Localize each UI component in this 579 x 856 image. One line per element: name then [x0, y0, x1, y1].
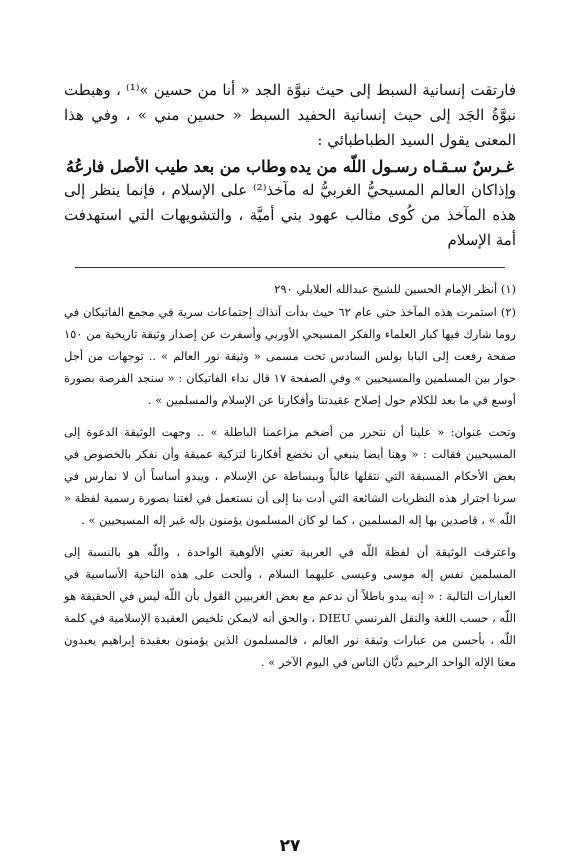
poem-verse: [64, 157, 516, 176]
main-text: [64, 78, 516, 253]
footnotes: [64, 278, 516, 673]
poem-hemistich-left: وطاب من بعد طيب الأصل فارعُهُ: [66, 157, 287, 176]
body-paragraph-1: فارتقت إنسانية السبط إلى حيث نبوَّة الجد « أنا من حسين »⁽¹⁾ ، وهبطت نبوَّةُ الجَد إلى حيث إنسانية الحفيد السبط « حسين مني » ، وفي هذا المعنى يقول السيد الطباطبائي :: [64, 81, 516, 149]
footnote-2-text-before-latin: واعترفت الوثيقة أن لفظة اللّه في العربية تعني الألوهية الواحدة ، واللّه هو بالنسبة إلى المسلمين نفس إله موسى وعيسى عليهما السلام ، وألحت على هذه الناحية الأساسية في العبارات التالية : « إنه يبدو باطلاً أن ندعم مع بعض الغربيين القول بأن اللّه ليس في الحقيقة هو اللّه ، حسب اللغة والنقل الفرنسي: [64, 545, 517, 625]
book-page: [64, 78, 517, 856]
footnote-2-paragraph-3: [64, 541, 516, 673]
footnote-2-paragraph-2: وتحت عنوان: « علينا أن نتحرر من أضخم مزاعمنا الباطلة » .. وجهت الوثيقة الدعوة إلى المسيحيين فقالت : « وهنا أيضا ينبغي أن نخضع أفكارنا لتزكية عميقة وأن نفكر بالخصوص في بعض الأحكام المسبقة التي نتقلها غالباً وببساطة عن الإسلام ، ويبدو أساساً أن لا نمارس في سرنا اجترار هذه النظريات الشائعة التي أدت بنا إلى أن نستعمل في لغتنا بصورة رسمية لفظة « اللّه » ، قاصدين بها إله المسلمين ، كما لو كان المسلمون يؤمنون بإله غير إله المسيحيين » .: [64, 425, 516, 527]
poem-hemistich-right: غـرسٌ سـقـاه رسـول اللّه من يده: [289, 157, 514, 176]
footnote-1: (١) أنظر الإمام الحسين للشيخ عبدالله العلايلي ٢٩٠: [274, 282, 516, 296]
body-paragraph-2: وإذاكان العالم المسيحيُّ الغربيُّ له مآخذ⁽²⁾ على الإسلام ، فإنما ينظر إلى هذه المآخذ من كُوى مثالب عهود بني أميَّة ، والتشويهات التي استهدفت أمة الإسلام: [64, 181, 517, 249]
footnote-2-paragraph-1: (٢) استمرت هذه المآخذ حتى عام ٦٢ حيث بدأت آنذاك إجتماعات سرية في مجمع الفاتيكان في روما شارك فيها كبار العلماء والفكر المسيحي الأوربي وأسفرت عن إصدار وثيقة تاريخية من ١٥٠ صفحة رفعت إلى البابا بولس السادس تحت مسمى « وثيقة نور العالم » .. توجهات من أجل حوار بين المسلمين والمسيحيين » وفي الصفحة ١٧ قال نداء الفاتيكان : « سنجد الفرصة بصورة أوسع في ما بعد للكلام حول إصلاح عقيدتنا وأفكارنا عن الإسلام والمسلمين » .: [64, 305, 516, 407]
latin-word: DIEU: [318, 611, 351, 625]
footnote-divider: [75, 267, 505, 268]
page-number: ٢٧: [279, 836, 301, 856]
footnote-2-text-after-latin: ، والحق أنه لايمكن تلخيص العقيدة الإسلامية في كلمة اللّه ، بأحسن من عبارات وثيقة نور العالم ، فالمسلمون الذين يؤمنون بعقيدة إبراهيم يعبدون معنا الإله الواحد الرحيم ديَّان الناس في اليوم الآخر » .: [64, 611, 516, 669]
